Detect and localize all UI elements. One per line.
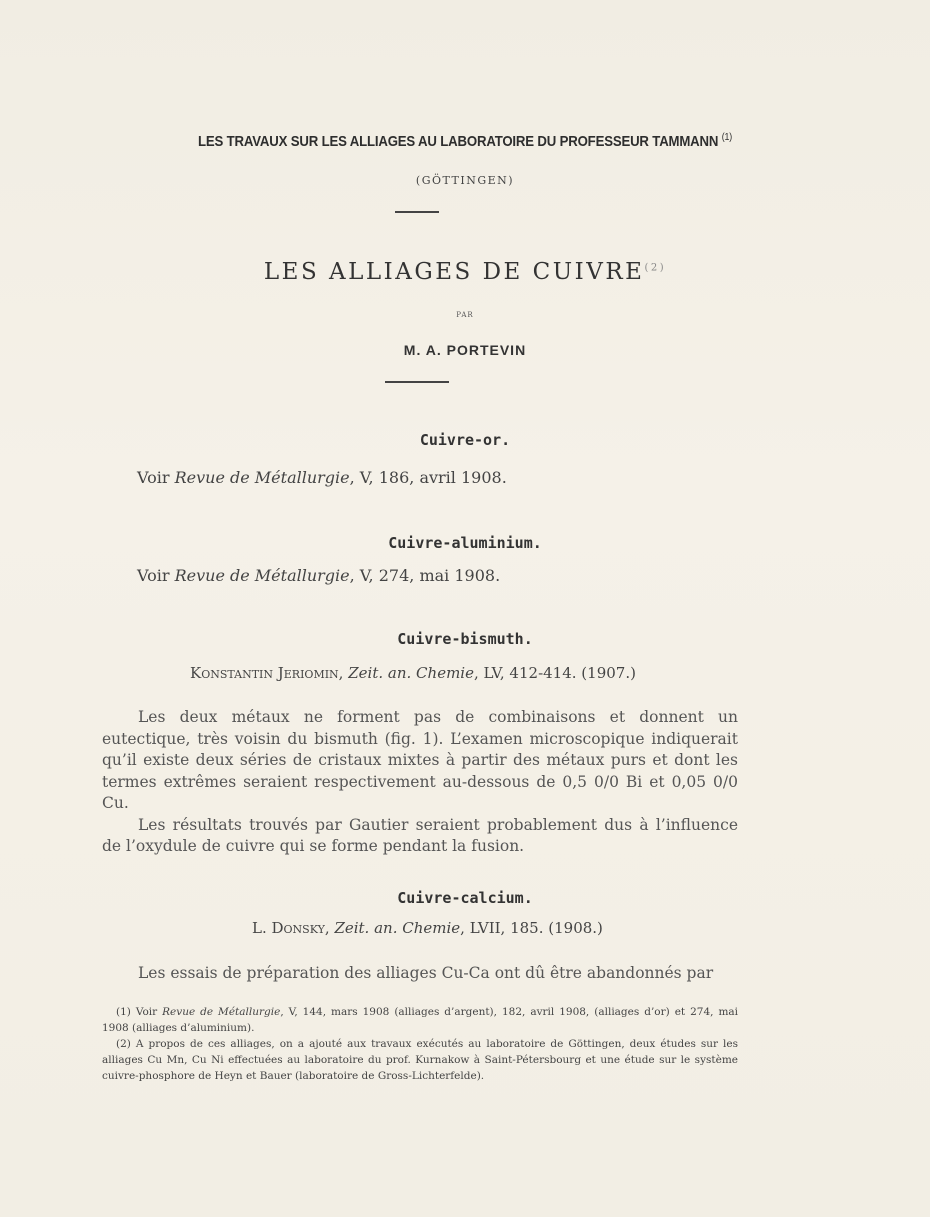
- series-title-text: LES TRAVAUX SUR LES ALLIAGES AU LABORATOIRE DU PROFESSEUR TAMMANN: [198, 133, 719, 150]
- footnotes: [102, 1004, 738, 1084]
- reference-details: , V, 274, mai 1908.: [349, 566, 501, 585]
- author-name: M. A. PORTEVIN: [403, 342, 527, 358]
- series-title: [56, 132, 874, 150]
- reference-cuivre-or: [137, 468, 507, 487]
- journal-name: Zeit. an. Chemie: [334, 919, 461, 937]
- section-heading-cuivre-or: Cuivre-or.: [419, 431, 511, 449]
- reference-cuivre-calcium: [252, 919, 603, 937]
- series-footnote-marker: (1): [721, 132, 732, 143]
- title-footnote-marker: (2): [644, 262, 667, 274]
- footnote-prefix: (1) Voir: [116, 1006, 158, 1018]
- reference-details: , LV, 412-414. (1907.): [473, 664, 636, 682]
- paragraph: Les essais de préparation des alliages Cu-Ca ont dû être abandonnés par: [138, 964, 714, 982]
- voir-label: Voir: [137, 468, 170, 487]
- journal-name: Revue de Métallurgie: [174, 566, 350, 585]
- article-title-text: LES ALLIAGES DE CUIVRE: [263, 259, 645, 285]
- body-cuivre-bismuth: [102, 707, 738, 858]
- reference-details: , V, 186, avril 1908.: [349, 468, 507, 487]
- section-heading-cuivre-aluminium: Cuivre-aluminium.: [388, 534, 542, 552]
- journal-name: Revue de Métallurgie: [162, 1006, 281, 1018]
- section-heading-cuivre-bismuth: Cuivre-bismuth.: [397, 630, 533, 648]
- footnote-2: (2) A propos de ces alliages, on a ajouté aux travaux exécutés au laboratoire de Göttingen, deux études sur les alliages Cu Mn, Cu Ni effectuées au laboratoire du prof. Kurnakow à Saint-Pétersbourg et une étude sur le système cuivre-phosphore de Heyn et Bauer (laboratoire de Gross-Lichterfelde).: [102, 1038, 738, 1082]
- reference-author: Konstantin Jeriomin,: [190, 664, 344, 682]
- footnote-1: [102, 1004, 738, 1036]
- footnote-text: , V, 144, mars 1908 (alliages d’argent), 182, avril 1908, (alliages d’or) et 274, mai 1908 (alliages d’aluminium).: [102, 1006, 739, 1034]
- location-subtitle: (GÖTTINGEN): [415, 174, 515, 187]
- paragraph: Les résultats trouvés par Gautier seraient probablement dus à l’influence de l’oxydule de cuivre qui se forme pendant la fusion.: [102, 815, 738, 855]
- body-cuivre-calcium: [102, 963, 738, 985]
- by-label: PAR: [456, 311, 474, 319]
- reference-cuivre-bismuth: [190, 664, 636, 682]
- reference-author: L. Donsky,: [252, 919, 330, 937]
- journal-name: Revue de Métallurgie: [174, 468, 350, 487]
- section-heading-cuivre-calcium: Cuivre-calcium.: [397, 889, 533, 907]
- reference-cuivre-aluminium: [137, 566, 500, 585]
- paragraph: Les deux métaux ne forment pas de combinaisons et donnent un eutectique, très voisin du bismuth (fig. 1). L’examen microscopique indiquerait qu’il existe deux séries de cristaux mixtes à partir des métaux purs et dont les termes extrêmes seraient respectivement au-dessous de 0,5 0/0 Bi et 0,05 0/0 Cu.: [102, 708, 738, 812]
- reference-details: , LVII, 185. (1908.): [460, 919, 603, 937]
- article-title: [0, 259, 930, 285]
- divider-rule: [385, 381, 449, 383]
- divider-rule: [395, 211, 439, 213]
- journal-name: Zeit. an. Chemie: [348, 664, 474, 682]
- voir-label: Voir: [137, 566, 170, 585]
